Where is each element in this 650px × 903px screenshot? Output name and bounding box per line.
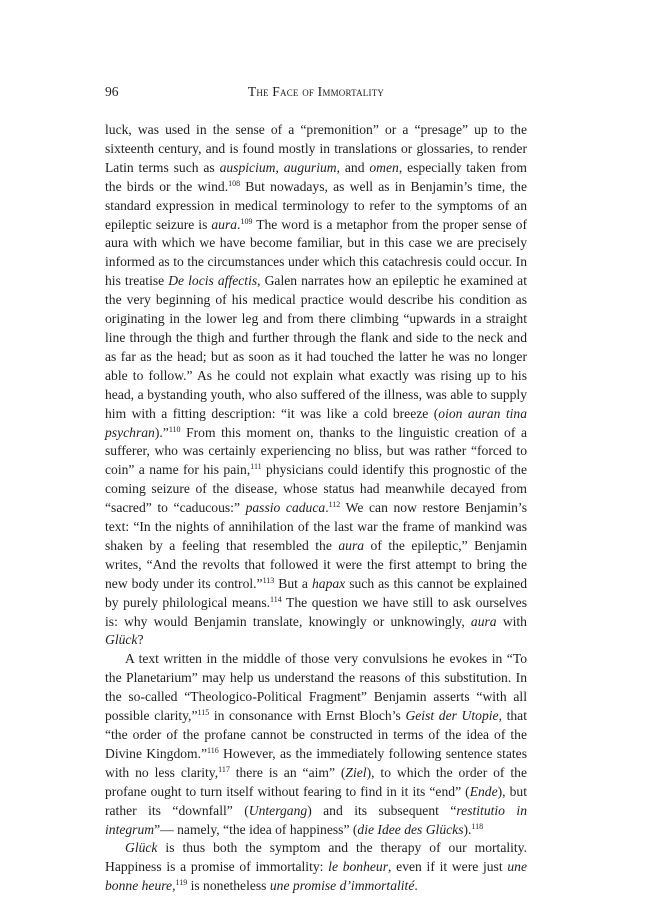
italic-text: omen (369, 159, 399, 175)
text-run: ). (463, 821, 472, 837)
paragraph-1 (105, 121, 527, 650)
footnote-ref: 115 (197, 708, 210, 718)
italic-text: Glück (105, 632, 138, 648)
text-run: ).” (154, 424, 169, 440)
italic-text: hapax (311, 575, 346, 591)
footnote-ref: 118 (471, 821, 484, 831)
body-text (105, 121, 527, 896)
text-run: , even if it were just (388, 859, 508, 875)
paragraph-3 (105, 839, 527, 896)
footnote-ref: 109 (240, 216, 253, 226)
text-run: But nowadays, as well as in Benjamin’s time, the standard expression in medical terminology to refer to the symptoms of an epileptic seizure is (105, 178, 528, 232)
footnote-ref: 113 (262, 575, 275, 585)
text-run: However, as the immediately following sentence states with no less clarity, (105, 745, 527, 780)
italic-text: passio caduca (245, 500, 326, 516)
footnote-ref: 111 (250, 462, 262, 472)
text-run: A text written in the middle of those very convulsions he evokes in “To the Planetarium” may help us understand the reasons of this substitution. In the so-called “Theologico-Political Fragment” Benjamin asserts “with all possible clarity,” (105, 651, 527, 724)
italic-text: oion auran tina psychran (105, 405, 527, 440)
italic-text: Geist der Utopie (405, 708, 499, 724)
text-run: But a (274, 575, 312, 591)
text-run: ), to which the order of the profane ought to turn itself without fearing to find in it its “end” ( (105, 764, 527, 799)
italic-text: une bonne heure (105, 859, 527, 894)
text-run: ), but rather its “downfall” ( (105, 783, 528, 818)
italic-text: le bonheur (328, 859, 389, 875)
footnote-ref: 114 (270, 594, 282, 604)
paragraph-2 (105, 650, 527, 839)
running-head: The Face of Immortality (247, 84, 385, 99)
italic-text: die Idee des Glücks (357, 821, 464, 837)
text-run: , especially taken from the birds or the wind. (105, 159, 527, 194)
text-run: . (325, 500, 329, 516)
text-run: , Galen narrates how an epileptic he examined at the very beginning of his medical practice would describe his condition as originating in the lower leg and from there climbing “upwards in a straight line through the thigh and further through the flank and side to the neck and as far as the head; but as soon as it had touched the latter he was no longer able to follow.” As he could not explain what exactly was rising up to his head, a bystanding youth, who also suffered of the illness, was able to supply him with a fitting description: “it was like a cold breeze ( (105, 273, 527, 421)
text-run: ? (137, 632, 144, 648)
italic-text: Glück (125, 840, 158, 856)
italic-text: aura (338, 537, 365, 553)
italic-text: De locis affectis (168, 273, 258, 289)
footnote-ref: 117 (218, 764, 230, 774)
text-run: , and (336, 159, 370, 175)
text-run: ) and its subsequent “ (307, 802, 457, 818)
text-run: in consonance with Ernst Bloch’s (209, 708, 406, 724)
text-run: From this moment on, thanks to the linguistic creation of a sufferer, who was certainly experiencing no bliss, but was rather “forced to coin” a name for his pain, (105, 424, 527, 478)
italic-text: augurium (283, 159, 337, 175)
italic-text: Untergang (248, 802, 308, 818)
text-run: , (275, 159, 284, 175)
italic-text: restitutio in integrum (105, 802, 527, 837)
italic-text: aura (470, 613, 497, 629)
footnote-ref: 119 (175, 878, 188, 888)
italic-text: auspicium (219, 159, 276, 175)
text-run: with (496, 613, 527, 629)
italic-text: une promise d’immortalité (269, 878, 415, 894)
text-run: The question we have still to ask ourselves is: why would Benjamin translate, knowingly or unknowingly, (105, 594, 527, 629)
text-run: of the epileptic,” Benjamin writes, “And the revolts that followed it were the first attempt to bring the new body under its control.” (105, 537, 527, 591)
italic-text: Ziel (345, 764, 367, 780)
text-run: The word is a metaphor from the proper sense of aura with which we have become familiar, but in this case we are precisely informed as to the circumstances under which this catachresis could occur. In his treatise (105, 216, 527, 289)
text-run: physicians could identify this prognostic of the coming seizure of the disease, whose status had meanwhile decayed from “sacred” to “caducous:” (105, 462, 527, 516)
footnote-ref: 110 (168, 424, 181, 434)
footnote-ref: 116 (207, 745, 219, 755)
text-run: is thus both the symptom and the therapy of our mortality. Happiness is a promise of immortality: (105, 840, 527, 875)
text-run: ”— namely, “the idea of happiness” ( (154, 821, 358, 837)
italic-text: Ende (469, 783, 498, 799)
text-run: , (172, 878, 176, 894)
text-run: luck, was used in the sense of a “premonition” or a “presage” up to the sixteenth century, and is found mostly in translations or glossaries, to render Latin terms such as (105, 122, 527, 175)
text-run: . (414, 878, 418, 894)
text-run: is nonetheless (187, 878, 270, 894)
text-run: We can now restore Benjamin’s text: “In the nights of annihilation of the last war the frame of mankind was shaken by a feeling that resembled the (105, 500, 527, 553)
italic-text: aura (211, 216, 238, 232)
footnote-ref: 108 (228, 178, 241, 188)
text-run: such as this cannot be explained by purely philological means. (105, 575, 527, 610)
text-run: , that “the order of the profane cannot be constructed in terms of the idea of the Divine Kingdom.” (105, 708, 527, 761)
page-number: 96 (105, 84, 119, 99)
footnote-ref: 112 (328, 500, 341, 510)
text-run: there is an “aim” ( (229, 764, 346, 780)
text-run: . (237, 216, 241, 232)
